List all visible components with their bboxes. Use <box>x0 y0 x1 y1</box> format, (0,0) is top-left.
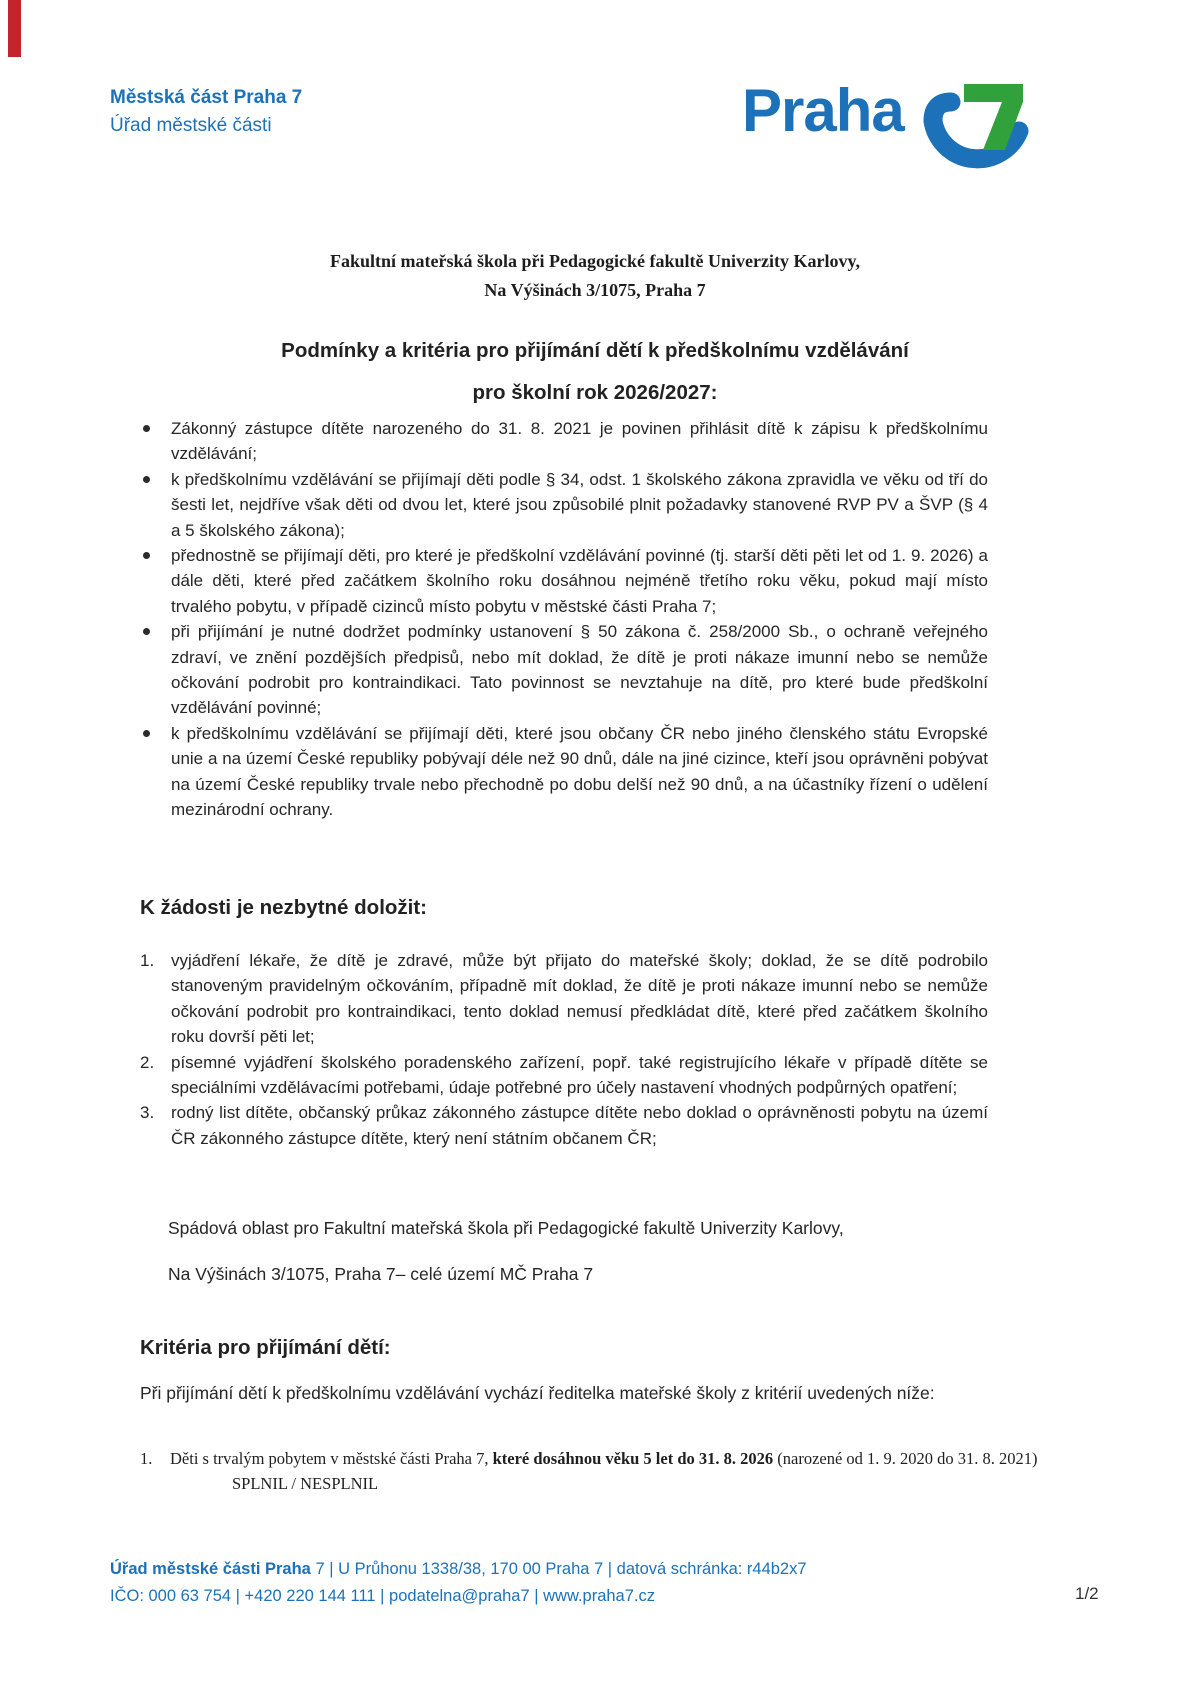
condition-item: k předškolnímu vzdělávání se přijímají děti podle § 34, odst. 1 školského zákona zpravidla ve věku od tří do šesti let, nejdříve však děti od dvou let, které jsou způsobilé plnit požadavky stanovené RVP PV a ŠVP (§ 4 a 5 školského zákona); <box>140 467 988 543</box>
letterhead-department <box>110 84 302 140</box>
catchment-area-line1: Spádová oblast pro Fakultní mateřská škola při Pedagogické fakultě Univerzity Karlovy, <box>168 1218 844 1238</box>
criteria-intro: Při přijímání dětí k předškolnímu vzdělávání vychází ředitelka mateřské školy z kritérií uvedených níže: <box>140 1383 935 1403</box>
footer-line1 <box>110 1556 1030 1583</box>
document-title-line1: Podmínky a kritéria pro přijímání dětí k předškolnímu vzdělávání <box>281 339 909 362</box>
requirement-item: rodný list dítěte, občanský průkaz zákonného zástupce dítěte nebo doklad o oprávněnosti pobytu na území ČR zákonného zástupce dítěte, který není státním občanem ČR; <box>171 1103 988 1148</box>
criteria-item-number: 1. <box>140 1449 153 1468</box>
letterhead-line1: Městská část Praha 7 <box>110 87 303 108</box>
praha7-logo-wordmark: Praha <box>742 77 904 144</box>
requirements-list <box>140 948 988 1151</box>
condition-item: při přijímání je nutné dodržet podmínky ustanovení § 50 zákona č. 258/2000 Sb., o ochraně veřejného zdraví, ve znění pozdějších předpisů, nebo mít doklad, že dítě je proti nákaze imunní nebo se nemůže očkování podrobit pro kontraindikaci. Tato povinnost se nevztahuje na dítě, pro které bude předškolní vzdělávání povinné; <box>140 619 988 721</box>
footer-office-name: Úřad městské části Praha <box>110 1560 311 1578</box>
page-footer <box>110 1556 1030 1610</box>
requirement-item: písemné vyjádření školského poradenského zařízení, popř. také registrujícího lékaře v případě dítěte se speciálními vzdělávacími potřebami, údaje potřebné pro účely nastavení vhodných podpůrných opatření; <box>171 1052 988 1098</box>
condition-item: přednostně se přijímají děti, pro které je předškolní vzdělávání povinné (tj. starší děti pěti let od 1. 9. 2026) a dále děti, které před začátkem školního roku dosáhnou nejméně třetího roku věku, pokud mají místo trvalého pobytu, v případě cizinců místo pobytu v městské části Praha 7; <box>140 543 988 619</box>
document-title <box>0 330 1190 414</box>
criteria-heading: Kritéria pro přijímání dětí: <box>140 1336 391 1359</box>
condition-item: k předškolnímu vzdělávání se přijímají děti, které jsou občany ČR nebo jiného členského státu Evropské unie a na území České republiky pobývají déle než 90 dnů, dále na jiné cizince, kteří jsou oprávněni pobývat na území České republiky trvale nebo přechodně po dobu delší než 90 dnů, a na účastníky řízení o udělení mezinárodní ochrany. <box>140 721 988 823</box>
criteria-item-text-bold: které dosáhnou věku 5 let do 31. 8. 2026 <box>492 1449 774 1468</box>
praha7-logo-seven-icon <box>918 78 1030 182</box>
criteria-item-1 <box>140 1446 1045 1496</box>
page-number: 1/2 <box>1075 1584 1099 1603</box>
criteria-item-result: SPLNIL / NESPLNIL <box>232 1474 379 1493</box>
criteria-item-text-start: Děti s trvalým pobytem v městské části Praha 7, <box>170 1449 493 1468</box>
requirement-item: vyjádření lékaře, že dítě je zdravé, může být přijato do mateřské školy; doklad, že se dítě podrobilo stanoveným pravidelným očkováním, případně mít doklad, že dítě je proti nákaze imunní nebo se nemůže očkování podrobit pro kontraindikaci, tento doklad nemusí předkládat dítě, které před začátkem školního roku dovrší pěti let; <box>171 951 988 1047</box>
condition-item: Zákonný zástupce dítěte narozeného do 31. 8. 2021 je povinen přihlásit dítě k zápisu k předškolnímu vzdělávání; <box>140 416 988 467</box>
scan-artifact-red-bar <box>8 0 21 57</box>
footer-address: 7 | U Průhonu 1338/38, 170 00 Praha 7 | datová schránka: r44b2x7 <box>310 1560 807 1578</box>
criteria-item-text-end: (narozené od 1. 9. 2020 do 31. 8. 2021) <box>773 1449 1038 1468</box>
school-name-heading <box>0 247 1190 305</box>
school-name-line2: Na Výšinách 3/1075, Praha 7 <box>484 280 706 300</box>
letterhead-line2: Úřad městské části <box>110 115 272 136</box>
document-title-line2: pro školní rok 2026/2027: <box>472 381 718 404</box>
catchment-area-line2: Na Výšinách 3/1075, Praha 7– celé území MČ Praha 7 <box>168 1264 594 1284</box>
school-name-line1: Fakultní mateřská škola při Pedagogické fakultě Univerzity Karlovy, <box>330 251 860 271</box>
conditions-bullet-list <box>140 416 988 823</box>
praha7-logo <box>742 78 1030 182</box>
requirements-heading: K žádosti je nezbytné doložit: <box>140 896 428 919</box>
footer-line2: IČO: 000 63 754 | +420 220 144 111 | podatelna@praha7 | www.praha7.cz <box>110 1587 655 1605</box>
